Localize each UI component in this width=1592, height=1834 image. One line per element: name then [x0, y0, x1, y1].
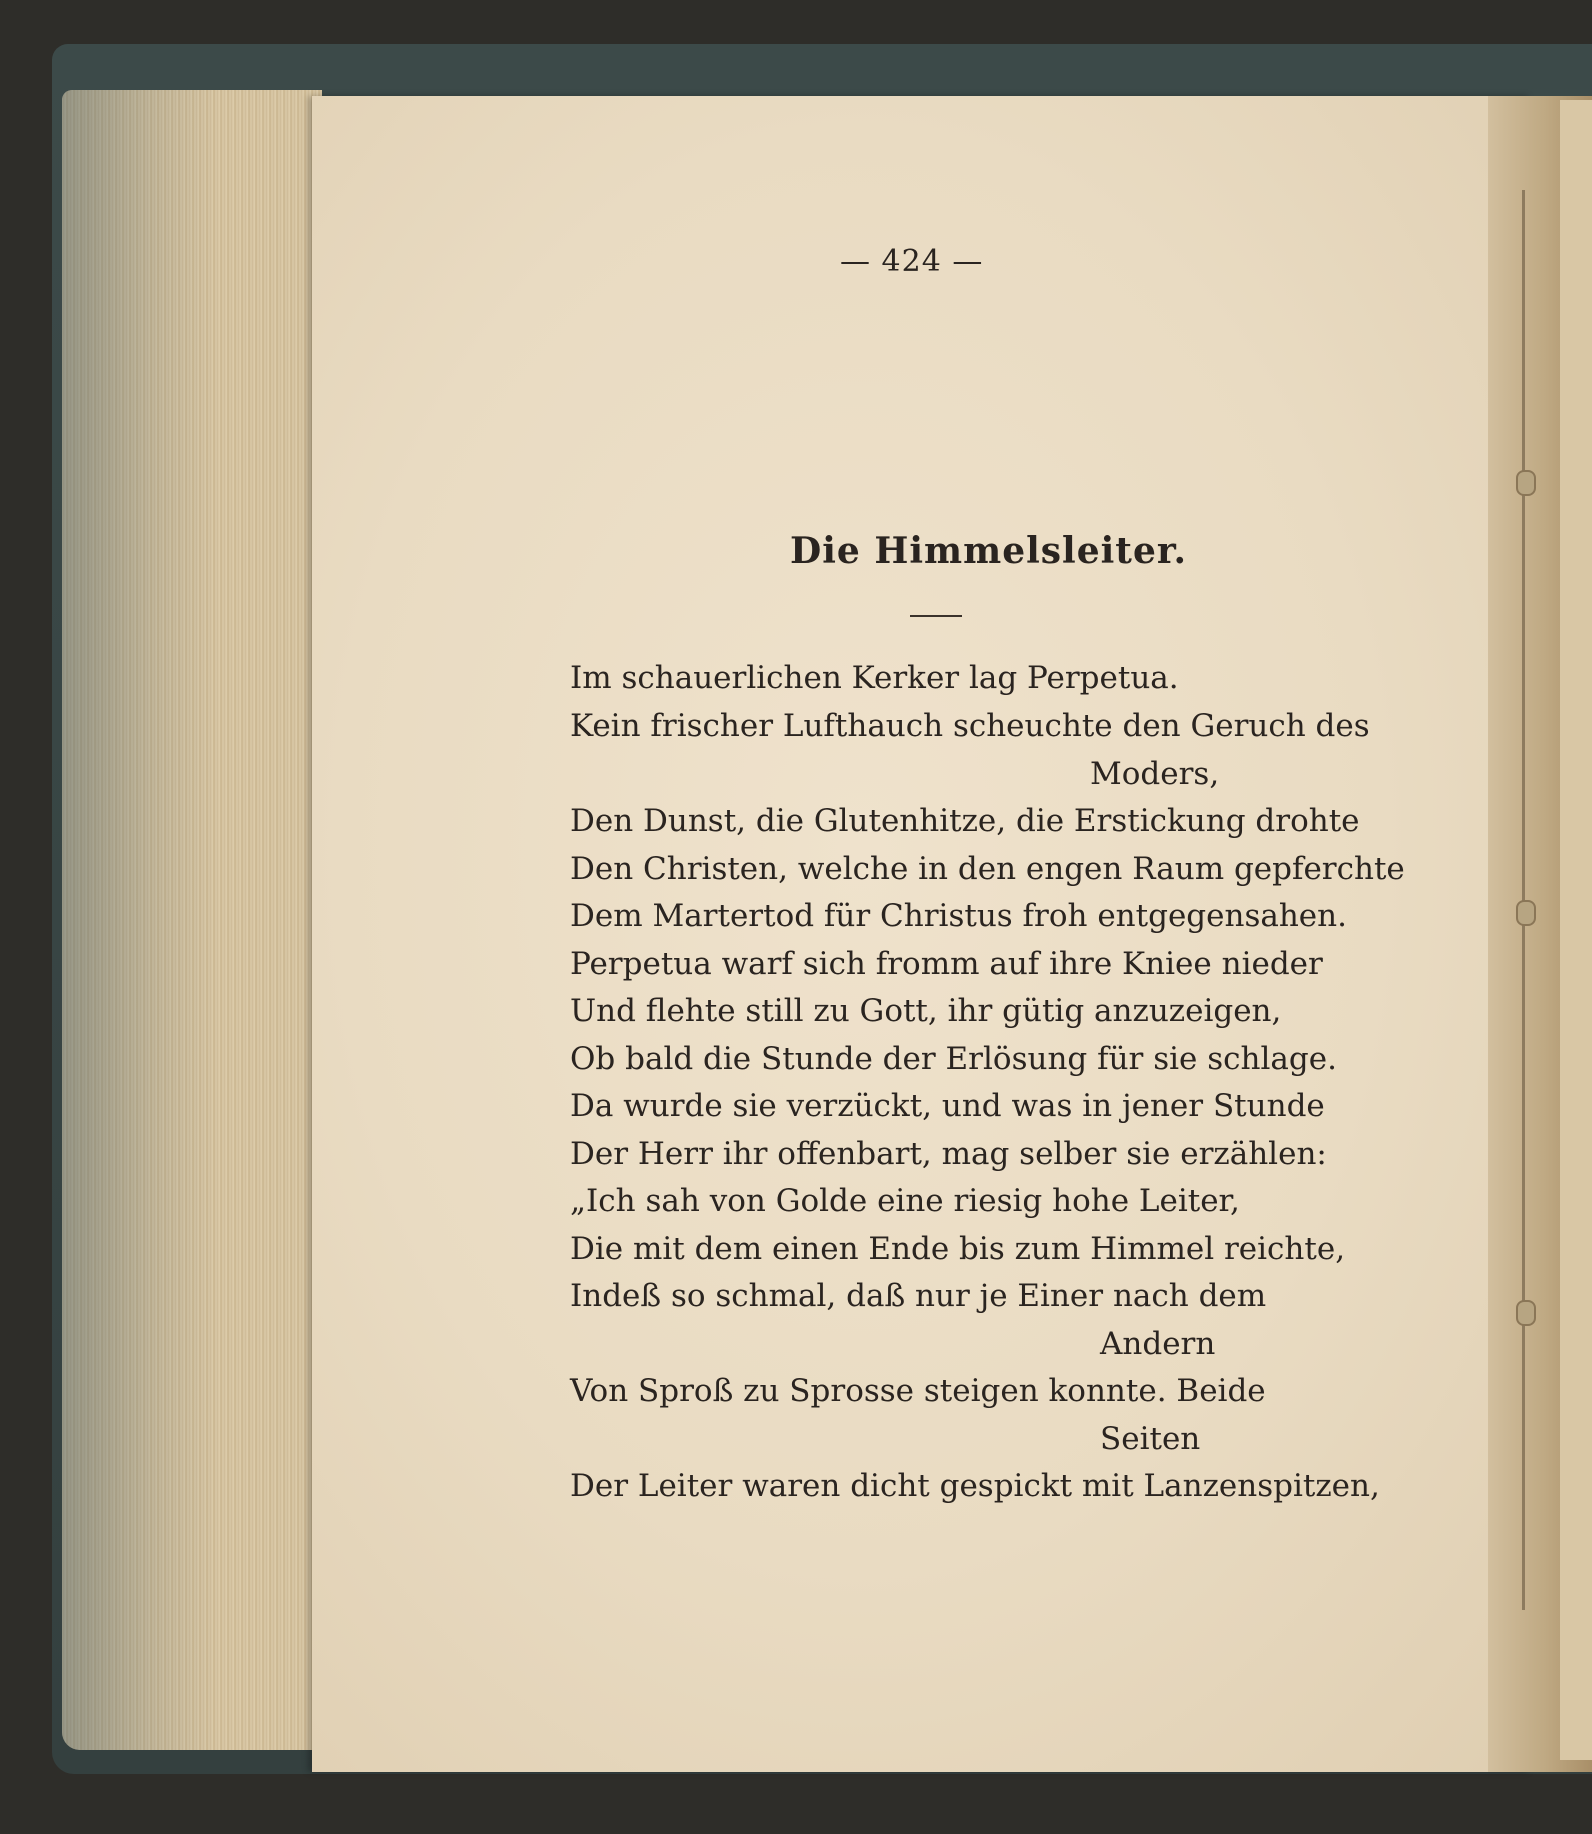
poem-line: Dem Martertod für Christus froh entgegensahen.	[570, 898, 1347, 934]
poem-title: Die Himmelsleiter.	[790, 530, 1188, 572]
binding-knot	[1516, 470, 1536, 496]
poem-line-continuation: Andern	[1100, 1326, 1216, 1362]
poem-line: Im schauerlichen Kerker lag Perpetua.	[570, 660, 1179, 696]
poem-line: Von Sproß zu Sprosse steigen konnte. Beide	[570, 1373, 1266, 1409]
facing-page-edge	[1560, 100, 1592, 1760]
poem-line: Da wurde sie verzückt, und was in jener Stunde	[570, 1088, 1325, 1124]
page-edges	[62, 90, 322, 1750]
poem-line: Und flehte still zu Gott, ihr gütig anzuzeigen,	[570, 993, 1282, 1029]
poem-line: Der Leiter waren dicht gespickt mit Lanzenspitzen,	[570, 1468, 1380, 1504]
poem-line: „Ich sah von Golde eine riesig hohe Leiter,	[570, 1183, 1240, 1219]
binding-knot	[1516, 900, 1536, 926]
title-rule	[910, 615, 962, 617]
page-number: — 424 —	[840, 244, 984, 279]
poem-line: Den Christen, welche in den engen Raum gepferchte	[570, 851, 1405, 887]
poem-line: Die mit dem einen Ende bis zum Himmel reichte,	[570, 1231, 1346, 1267]
binding-knot	[1516, 1300, 1536, 1326]
book-page	[312, 96, 1532, 1772]
poem-line: Den Dunst, die Glutenhitze, die Erstickung drohte	[570, 803, 1360, 839]
poem-line-continuation: Seiten	[1100, 1421, 1201, 1457]
poem-line: Perpetua warf sich fromm auf ihre Kniee nieder	[570, 946, 1323, 982]
poem-line: Der Herr ihr offenbart, mag selber sie erzählen:	[570, 1136, 1327, 1172]
poem-line: Indeß so schmal, daß nur je Einer nach dem	[570, 1278, 1267, 1314]
poem-line: Ob bald die Stunde der Erlösung für sie schlage.	[570, 1041, 1337, 1077]
poem-line: Kein frischer Lufthauch scheuchte den Geruch des	[570, 708, 1370, 744]
poem-line-continuation: Moders,	[1090, 756, 1220, 792]
